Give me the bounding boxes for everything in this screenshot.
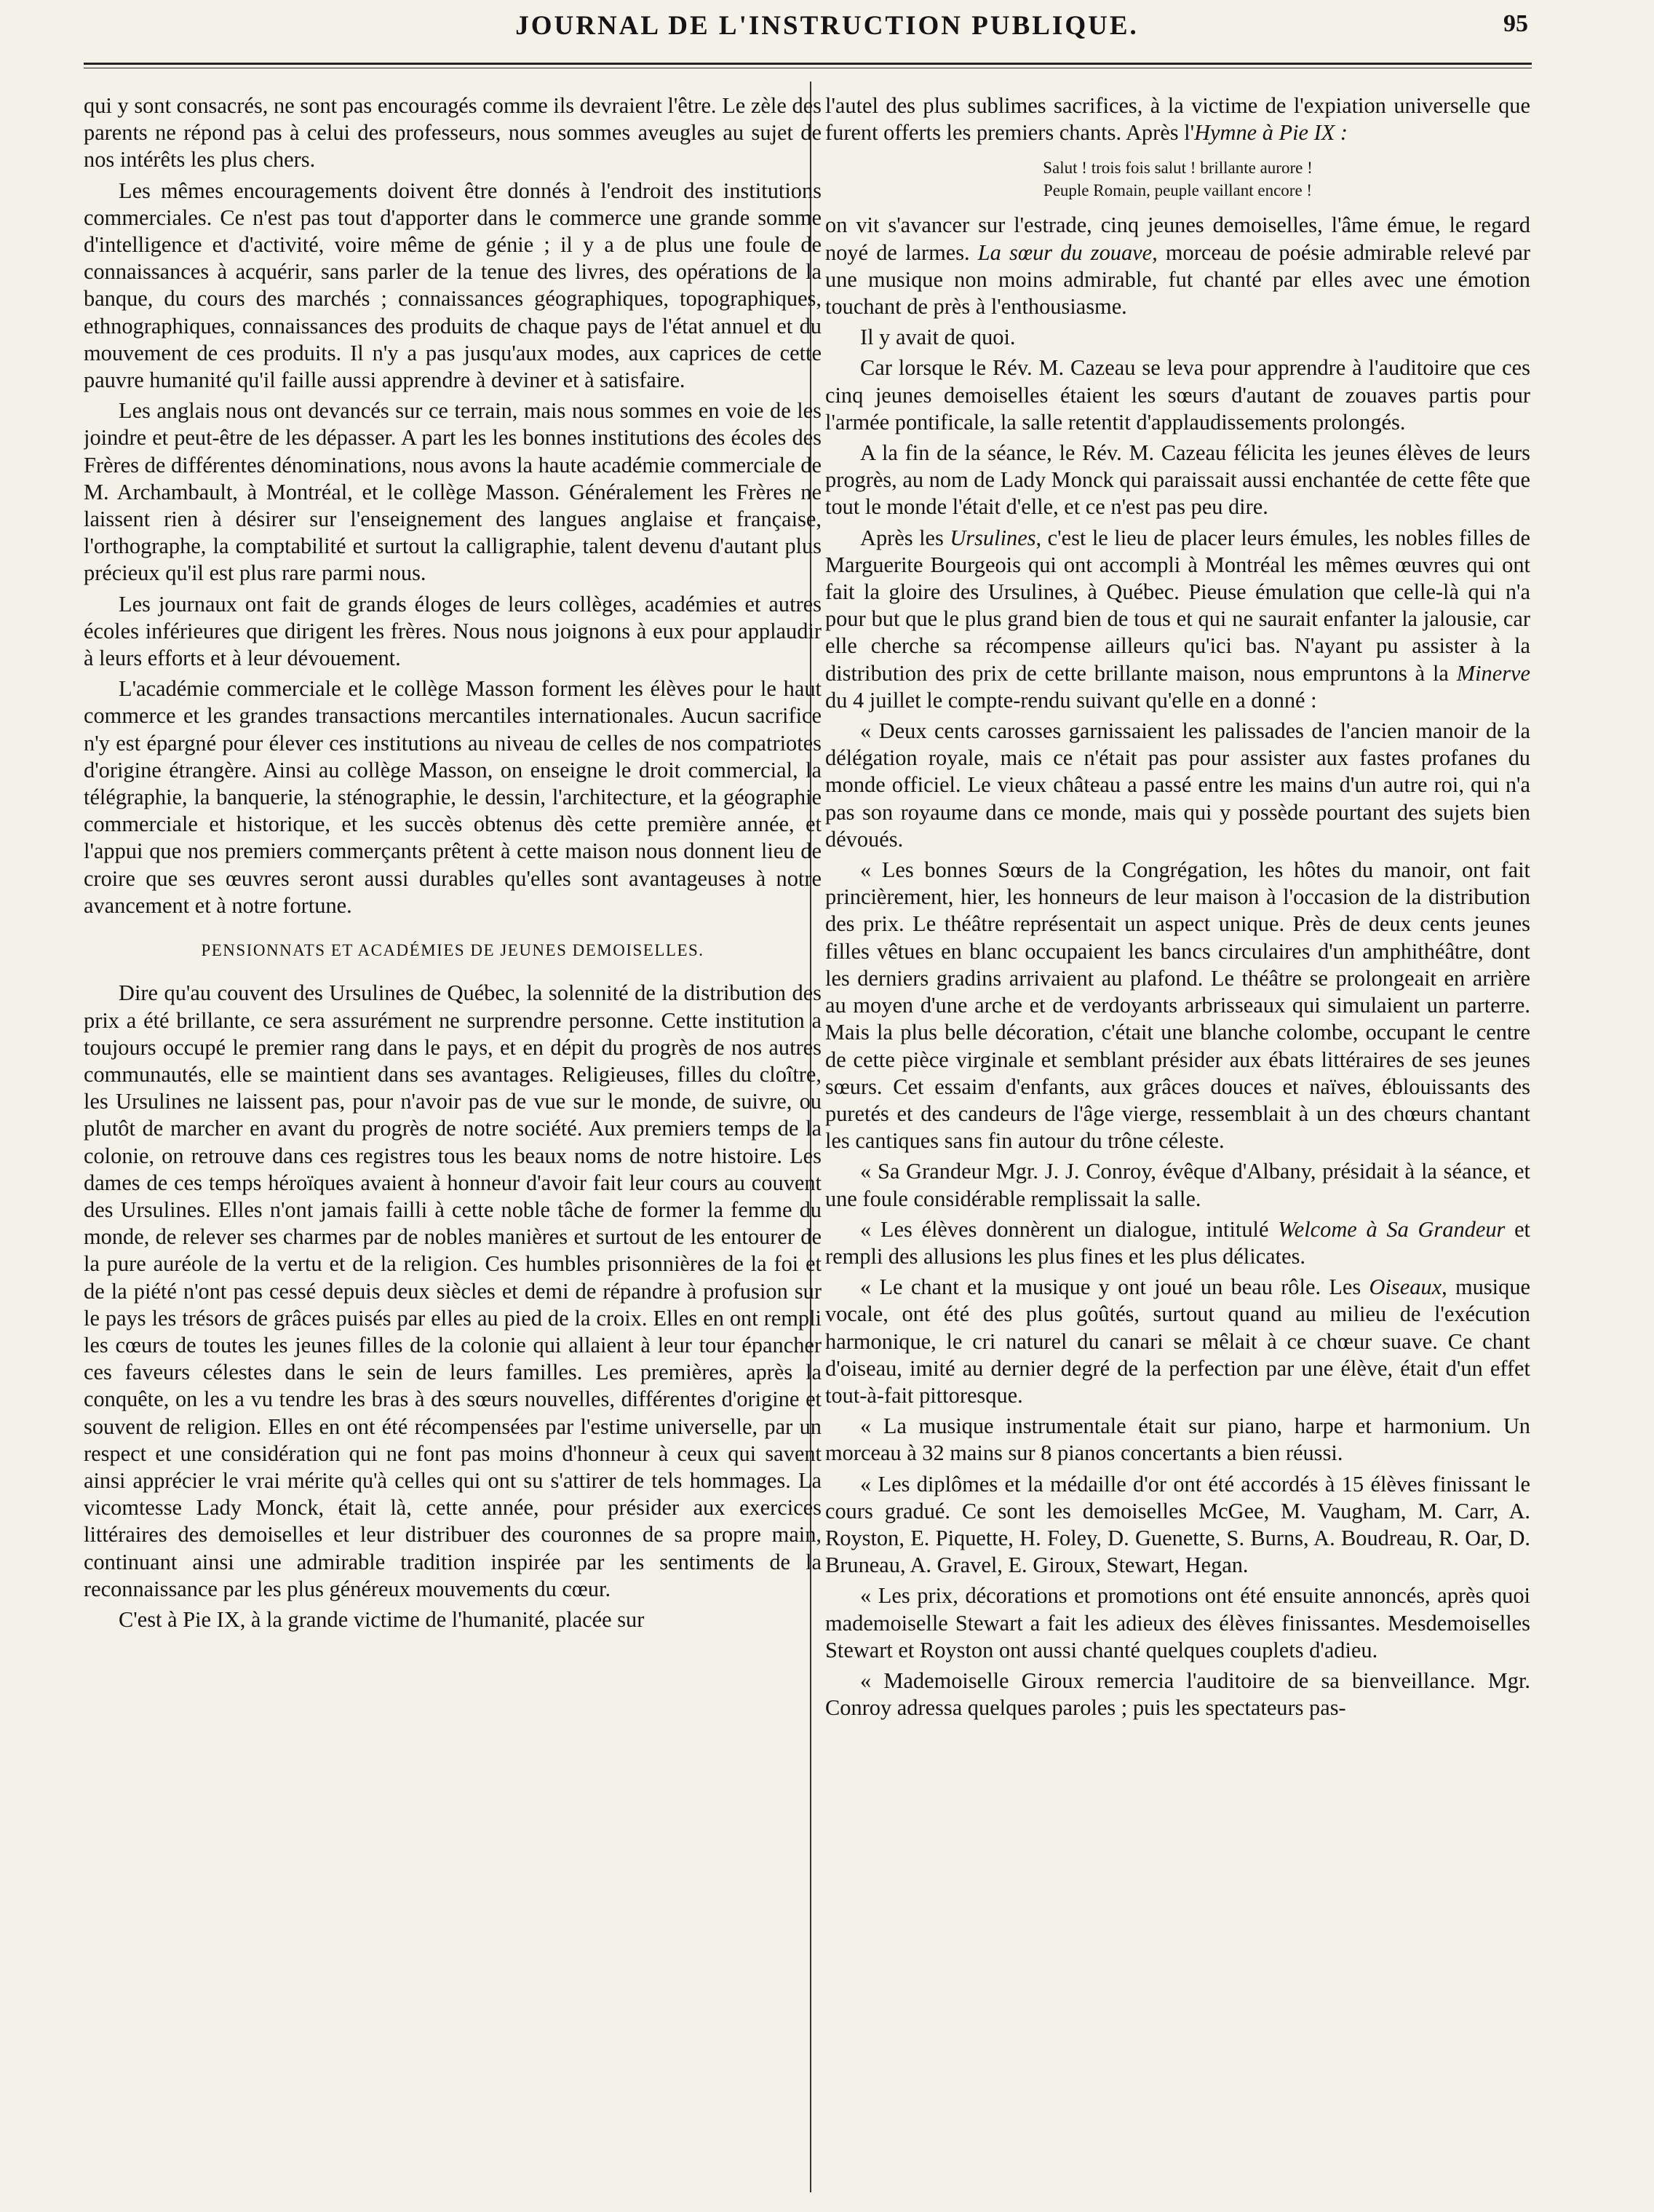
dialogue-title: Welcome à Sa Grandeur bbox=[1278, 1216, 1506, 1242]
paragraph: « Les diplômes et la médaille d'or ont été accordés à 15 élèves finissant le cours gradué. Ce sont les demoiselles McGee, M. Vaugham, M. Carr, A. Royston, E. Piquette, H. Foley, D. Guenette, S. Burns, A. Boudreau, R. Oar, D. Bruneau, A. Gravel, E. Giroux, Stewart, Hegan. bbox=[825, 1471, 1530, 1578]
verse bbox=[825, 156, 1530, 202]
paragraph: « Les prix, décorations et promotions ont été ensuite annoncés, après quoi mademoiselle Stewart a fait les adieux des élèves finissantes. Mesdemoiselles Stewart et Royston ont aussi chanté quelques couplets d'adieu. bbox=[825, 1583, 1530, 1662]
paragraph: Dire qu'au couvent des Ursulines de Québec, la solennité de la distribution des prix a été brillante, ce sera assurément ne surprendre personne. Cette institution a toujours occupé le premier rang dans le pays, et en dépit du progrès de nos autres communautés, elle se maintient dans ses avantages. Religieuses, filles du cloître, les Ursulines ne laissent pas, pour n'avoir pas de vue sur le monde, de suivre, ou plutôt de marcher en avant du progrès de notre société. Aux premiers temps de la colonie, on retrouve dans ces registres tous les beaux noms de notre histoire. Les dames de ces temps héroïques avaient à honneur d'avoir fait leur cours au couvent des Ursulines. Elles n'ont jamais failli à cette noble tâche de former la femme du monde, de relever ses charmes par de nobles manières et surtout de les entourer de la pure auréole de la vertu et de la religion. Ces humbles prisonnières de la foi et de la piété n'ont pas cessé depuis deux siècles et demi de répandre à profusion sur le pays les trésors de grâces puisés par elles au pied de la croix. Elles en ont rempli les cœurs de toutes les jeunes filles de la colonie qui allaient à leur tour épancher ces faveurs célestes dans le sein de leurs familles. Les premières, après la conquête, on les a vu tendre les bras à des sœurs nouvelles, différentes d'origine et souvent de religion. Elles en ont été récompensées par l'estime universelle, par un respect et une considération qui ne font pas moins d'honneur à ceux qui savent ainsi apprécier le vrai mérite qu'à celles qui ont su s'attirer de tels hommages. La vicomtesse Lady Monck, était là, cette année, pour présider aux exercices littéraires des demoiselles et leur distribuer des couronnes de sa propre main, continuant ainsi une admirable tradition inspirée par les sentiments de la reconnaissance par les plus généreux mouvements du cœur. bbox=[84, 980, 822, 1601]
paragraph bbox=[825, 212, 1530, 320]
paragraph: Car lorsque le Rév. M. Cazeau se leva pour apprendre à l'auditoire que ces cinq jeunes demoiselles étaient les sœurs d'autant de zouaves partis pour l'armée pontificale, la salle retentit d'applaudissements prolongés. bbox=[825, 355, 1530, 435]
text-run: Après les bbox=[860, 525, 950, 550]
text-run: morceau de poésie admirable relevé par une musique non moins admirable, fut chanté par elles avec une émotion touchant de près à l'enthousiasme. bbox=[825, 239, 1530, 320]
paragraph: L'académie commerciale et le collège Masson forment les élèves pour le haut commerce et les grandes transactions mercantiles internationales. Aucun sacrifice n'y est épargné pour élever ces institutions au niveau de celles de nos compatriotes d'origine étrangère. Ainsi au collège Masson, on enseigne le droit commercial, la télégraphie, la banquerie, la sténographie, le dessin, l'architecture, et la géographie commerciale et historique, et les succès obtenus dès cette première année, et l'appui que nos premiers commerçants prêtent à cette maison nous donnent lieu de croire que ses œuvres seront aussi durables qu'elles sont avantageuses à notre avancement et à notre fortune. bbox=[84, 676, 822, 918]
paragraph: « Deux cents carosses garnissaient les palissades de l'ancien manoir de la délégation royale, mais ce n'était pas pour assister aux fastes profanes du monde officiel. Le vieux château a passé entre les mains d'un autre roi, qui n'a pas son royaume dans ce monde, mais qui y possède pourtant des sujets bien dévoués. bbox=[825, 718, 1530, 852]
poem-title: La sœur du zouave, bbox=[977, 239, 1158, 265]
text-run: on vit s'avancer sur l'estrade, cinq jeunes demoiselles, l'âme émue, le regard noyé de larmes. bbox=[825, 213, 1530, 265]
italic-term: Oiseaux bbox=[1369, 1275, 1442, 1300]
paragraph: « Mademoiselle Giroux remercia l'auditoire de sa bienveillance. Mgr. Conroy adressa quelques paroles ; puis les spectateurs pas- bbox=[825, 1668, 1530, 1721]
paragraph: « Les bonnes Sœurs de la Congrégation, les hôtes du manoir, ont fait princièrement, hier, les honneurs de leur maison à l'occasion de la distribution des prix. Le théâtre représentait un aspect unique. Près de deux cents jeunes filles vêtues en blanc occupaient les bancs circulaires d'un amphithéâtre, dont les derniers gradins arrivaient au plafond. Le théâtre se prolongeait en arrière au moyen d'une arche et de verdoyants arbrisseaux qui simulaient un parterre. Mais la plus belle décoration, c'était une blanche colombe, occupant le centre de cette pièce virginale et semblant présider aux ébats littéraires de ses jeunes sœurs. Cet essaim d'enfants, aux grâces douces et naïves, éblouissants des puretés et des candeurs de l'âge vierge, ressemblait à un des chœurs chantant les cantiques sans fin autour du trône céleste. bbox=[825, 857, 1530, 1154]
italic-term: Ursulines bbox=[950, 525, 1036, 550]
paragraph: « Sa Grandeur Mgr. J. J. Conroy, évêque d'Albany, présidait à la séance, et une foule considérable remplissait la salle. bbox=[825, 1159, 1530, 1211]
header-rule-thick bbox=[84, 63, 1532, 65]
running-title: JOURNAL DE L'INSTRUCTION PUBLIQUE. bbox=[515, 11, 1139, 41]
text-run: et rempli des allusions les plus fines et les plus délicates. bbox=[825, 1216, 1530, 1269]
paragraph: Les journaux ont fait de grands éloges de leurs collèges, académies et autres écoles inférieures que dirigent les frères. Nous nous joignons à eux pour applaudir à leurs efforts et à leur dévouement. bbox=[84, 591, 822, 671]
right-column bbox=[825, 92, 1530, 2196]
newspaper-title: Minerve bbox=[1456, 660, 1530, 686]
text-run: « Le chant et la musique y ont joué un beau rôle. Les bbox=[860, 1275, 1369, 1300]
verse-line: Salut ! trois fois salut ! brillante aurore ! bbox=[1043, 159, 1313, 178]
text-run: du 4 juillet le compte-rendu suivant qu'elle en a donné : bbox=[825, 687, 1317, 713]
paragraph bbox=[825, 92, 1530, 146]
hymn-title: Hymne à Pie IX : bbox=[1194, 120, 1348, 146]
paragraph: Il y avait de quoi. bbox=[860, 325, 1016, 350]
paragraph: Les anglais nous ont devancés sur ce terrain, mais nous sommes en voie de les joindre et peut-être de les dépasser. A part les les bonnes institutions des écoles des Frères de différentes dénominations, nous avons la haute académie commerciale de M. Archambault, à Montréal, et le collège Masson. Généralement les Frères ne laissent rien à désirer sur l'enseignement des langues anglaise et française, l'orthographe, la comptabilité et surtout la calligraphie, talent devenu d'autant plus précieux qu'il est plus rare parmi nous. bbox=[84, 398, 822, 586]
text-run: , c'est le lieu de placer leurs émules, les nobles filles de Marguerite Bourgeois qui ont accompli à Montréal les mêmes œuvres qui ont fait la gloire des Ursulines, à Québec. Pieuse émulation que celle-là qui n'a pour but que le plus grand bien de tous et qui ne saurait enfanter la jalousie, car elle cherche sa récompense ailleurs qu'ici bas. N'ayant pu assister à la distribution des prix de cette brillante maison, nous empruntons à la bbox=[825, 525, 1530, 686]
verse-line: Peuple Romain, peuple vaillant encore ! bbox=[1043, 181, 1313, 200]
paragraph: A la fin de la séance, le Rév. M. Cazeau félicita les jeunes élèves de leurs progrès, au nom de Lady Monck qui paraissait aussi enchantée de cette fête que tout le monde l'était d'elle, et ce n'est pas peu dire. bbox=[825, 440, 1530, 520]
section-heading: PENSIONNATS ET ACADÉMIES DE JEUNES DEMOISELLES. bbox=[201, 941, 704, 960]
paragraph bbox=[825, 525, 1530, 714]
paragraph: Les mêmes encouragements doivent être donnés à l'endroit des institutions commerciales. Ce n'est pas tout d'apporter dans le commerce une grande somme d'intelligence et d'activité, voire même de génie ; il y a de plus une foule de connaissances à acquérir, sans parler de la tenue des livres, des opérations de la banque, du cours des marchés ; connaissances géographiques, topographiques, ethnographiques, connaissances des produits de chaque pays de l'état annuel et du mouvement de ces produits. Il n'y a pas jusqu'aux modes, aux caprices de cette pauvre humanité qu'il faille aussi apprendre à deviner et à satisfaire. bbox=[84, 178, 822, 393]
paragraph: « La musique instrumentale était sur piano, harpe et harmonium. Un morceau à 32 mains sur 8 pianos concertants a bien réussi. bbox=[825, 1414, 1530, 1466]
paragraph: qui y sont consacrés, ne sont pas encouragés comme ils devraient l'être. Le zèle des parents ne répond pas à celui des professeurs, nous sommes aveugles au sujet de nos intérêts les plus chers. bbox=[84, 93, 822, 173]
paragraph bbox=[825, 1274, 1530, 1409]
text-run: , musique vocale, ont été des plus goûtés, surtout quand au milieu de l'exécution harmonique, le cri naturel du canari se mêlait à ce chœur suave. Ce chant d'oiseau, imité au dernier degré de la perfection par une élève, était d'un effet tout-à-fait pittoresque. bbox=[825, 1275, 1530, 1408]
text-run: « Les élèves donnèrent un dialogue, intitulé bbox=[860, 1216, 1279, 1242]
paragraph bbox=[825, 1216, 1530, 1270]
paragraph: C'est à Pie IX, à la grande victime de l'humanité, placée sur bbox=[119, 1606, 645, 1632]
left-column bbox=[84, 92, 822, 2196]
text-run: l'autel des plus sublimes sacrifices, à la victime de l'expiation universelle que furent offerts les premiers chants. Après l' bbox=[825, 93, 1530, 146]
page-number: 95 bbox=[1503, 10, 1528, 37]
